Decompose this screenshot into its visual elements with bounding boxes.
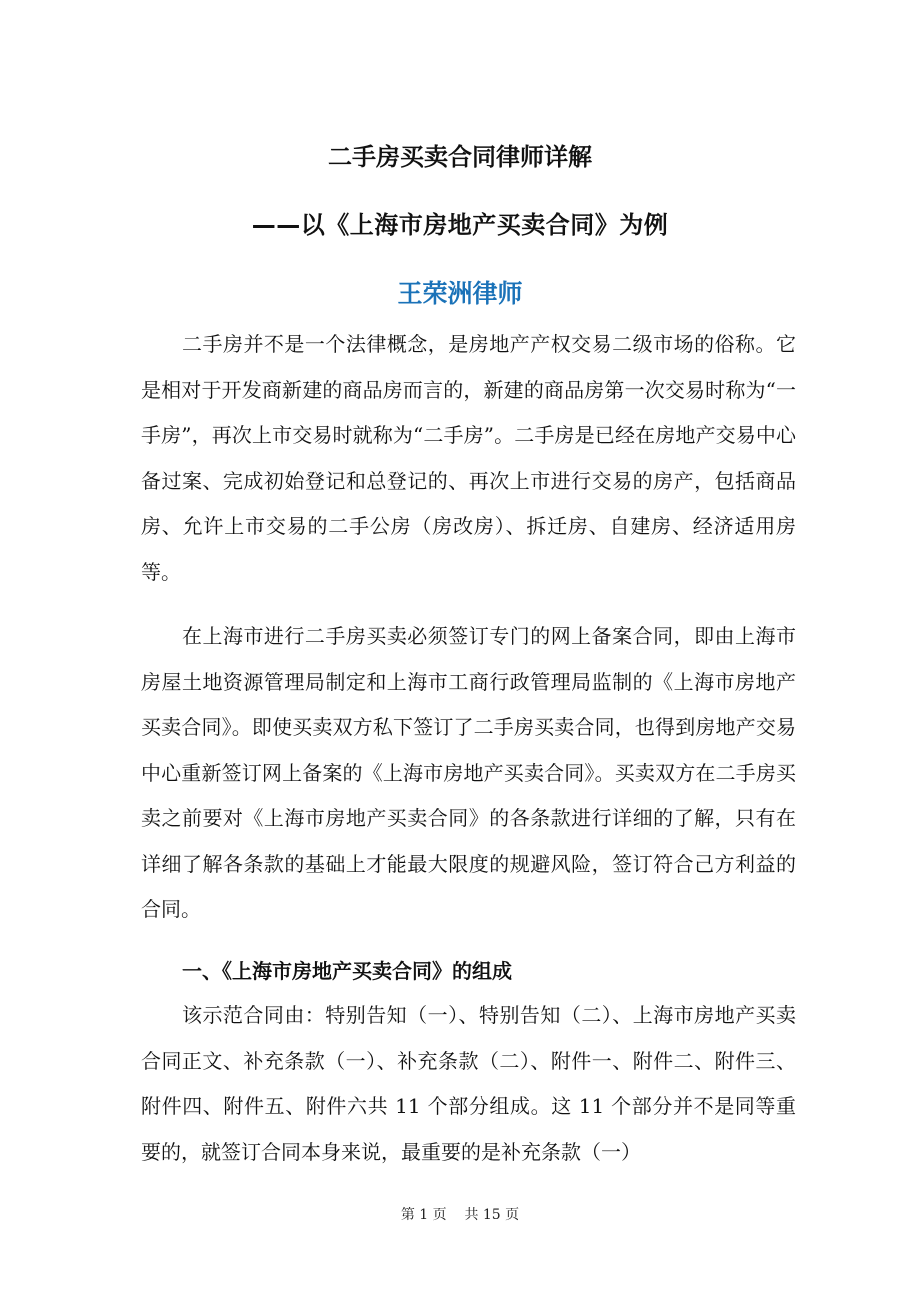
document-subtitle: ——以《上海市房地产买卖合同》为例 <box>251 211 669 239</box>
page-footer <box>0 1205 920 1225</box>
paragraph-contract-requirement: 在上海市进行二手房买卖必须签订专门的网上备案合同，即由上海市房屋土地资源管理局制定和上海市工商行政管理局监制的《上海市房地产买卖合同》。即使买卖双方私下签订了二手房买卖合同，也得到房地产交易中心重新签订网上备案的《上海市房地产买卖合同》。买卖双方在二手房买卖之前要对《上海市房地产买卖合同》的各条款进行详细的了解，只有在详细了解各条款的基础上才能最大限度的规避风险，签订符合己方利益的合同。 <box>141 624 796 921</box>
document-title: 二手房买卖合同律师详解 <box>328 143 592 171</box>
section-heading: 一、《上海市房地产买卖合同》的组成 <box>182 959 512 983</box>
author-name: 王荣洲律师 <box>397 279 523 308</box>
page-number: 第 1 页 <box>400 1207 447 1223</box>
page-total: 共 15 页 <box>464 1207 520 1223</box>
paragraph-contract-composition: 该示范合同由：特别告知（一）、特别告知（二）、上海市房地产买卖合同正文、补充条款（一）、补充条款（二）、附件一、附件二、附件三、附件四、附件五、附件六共 11 个部分组成。这 11 个部分并不是同等重要的，就签订合同本身来说，最重要的是补充条款（一） <box>141 1003 796 1164</box>
paragraph-intro: 二手房并不是一个法律概念，是房地产产权交易二级市场的俗称。它是相对于开发商新建的商品房而言的，新建的商品房第一次交易时称为“一手房”，再次上市交易时就称为“二手房”。二手房是已经在房地产交易中心备过案、完成初始登记和总登记的、再次上市进行交易的房产，包括商品房、允许上市交易的二手公房（房改房）、拆迁房、自建房、经济适用房等。 <box>141 332 796 584</box>
